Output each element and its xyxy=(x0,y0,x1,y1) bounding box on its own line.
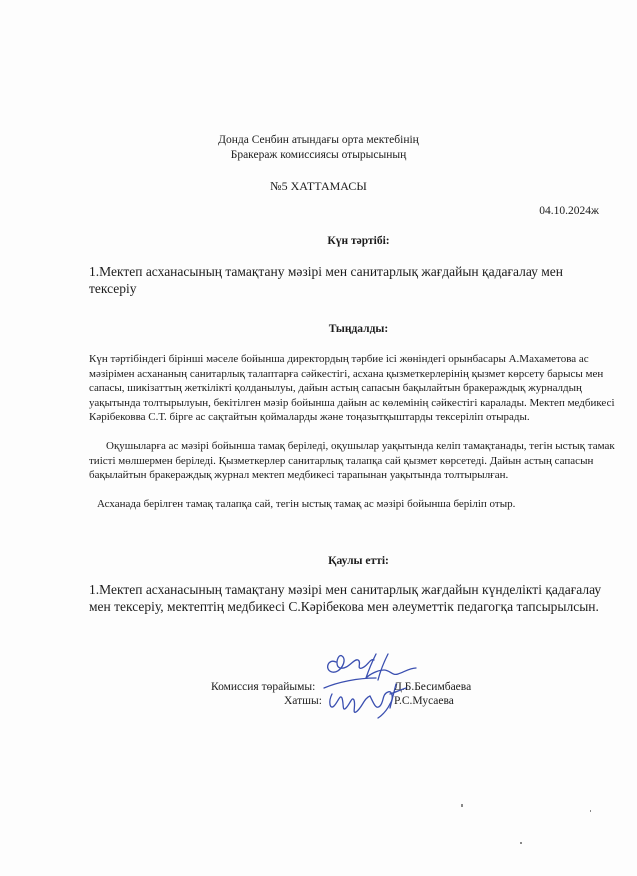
secretary-label: Хатшы: xyxy=(284,695,322,707)
document-title: №5 ХАТТАМАСЫ xyxy=(270,179,367,193)
heard-paragraph-3: Асханада берілген тамақ талапқа сай, тегін ыстық тамақ ас мәзірі бойынша беріліп отыр. xyxy=(97,498,516,510)
scan-speck xyxy=(520,842,522,844)
secretary-name: Р.С.Мусаева xyxy=(394,695,454,707)
agenda-heading: Күн тәртібі: xyxy=(327,235,390,247)
decision-item: 1.Мектеп асханасының тамақтану мәзірі мен санитарлық жағдайын күнделікті қадағалау мен тексеріу, мектептің медбикесі С.Кәрібекова мен әлеуметтік педагогқа тапсырылсын. xyxy=(89,582,602,614)
agenda-item: 1.Мектеп асханасының тамақтану мәзірі мен санитарлық жағдайын қадағалау мен тексеріу xyxy=(89,264,564,296)
chair-label: Комиссия төрайымы: xyxy=(211,681,316,693)
school-name-line: Донда Сенбин атындағы орта мектебінің xyxy=(218,134,419,146)
commission-line: Бракераж комиссиясы отырысының xyxy=(230,149,407,161)
heard-paragraph-1: Күн тәртібіндегі бірінші мәселе бойынша директордың тәрбие ісі жөніндегі орынбасары А.Махаметова ас мәзірімен асхананың санитарлық талаптарға сәйкестігі, асхана қызметкерлерінің қызмет көрсету барысы мен сапасы, шикізаттың жеткілікті қолданылуы, дайын астың сапасын бақылайтын бракераждық журналдың уақытында толтырылуын, бекітілген мәзір бойынша дайын ас көлемінің сәйкестігі каралады. Мектеп медбикесі Кәрібековва С.Т. бірге ас сақтайтын қоймаларды және тоңазытқыштарды тексеріліп отырады. xyxy=(89,353,615,424)
document-date: 04.10.2024ж xyxy=(539,205,599,217)
chair-name: Д.Б.Бесимбаева xyxy=(394,681,472,693)
scan-speck xyxy=(461,804,463,807)
heard-paragraph-2: Оқушыларға ас мәзірі бойынша тамақ беріледі, оқушылар уақытында келіп тамақтанады, тегін ыстық тамак тиісті мөлшермен беріледі. Қызметкерлер санитарлық талапқа сай қызмет көрсетеді. Дайын астың сапасын бақылайтын бракераждық журнал мектеп медбикесі тарапынан уақытында толтырылған. xyxy=(89,440,615,482)
handwritten-signatures xyxy=(318,648,428,720)
scan-speck xyxy=(590,810,591,812)
decided-heading: Қаулы етті: xyxy=(328,555,389,567)
heard-heading: Тыңдалды: xyxy=(328,323,389,335)
